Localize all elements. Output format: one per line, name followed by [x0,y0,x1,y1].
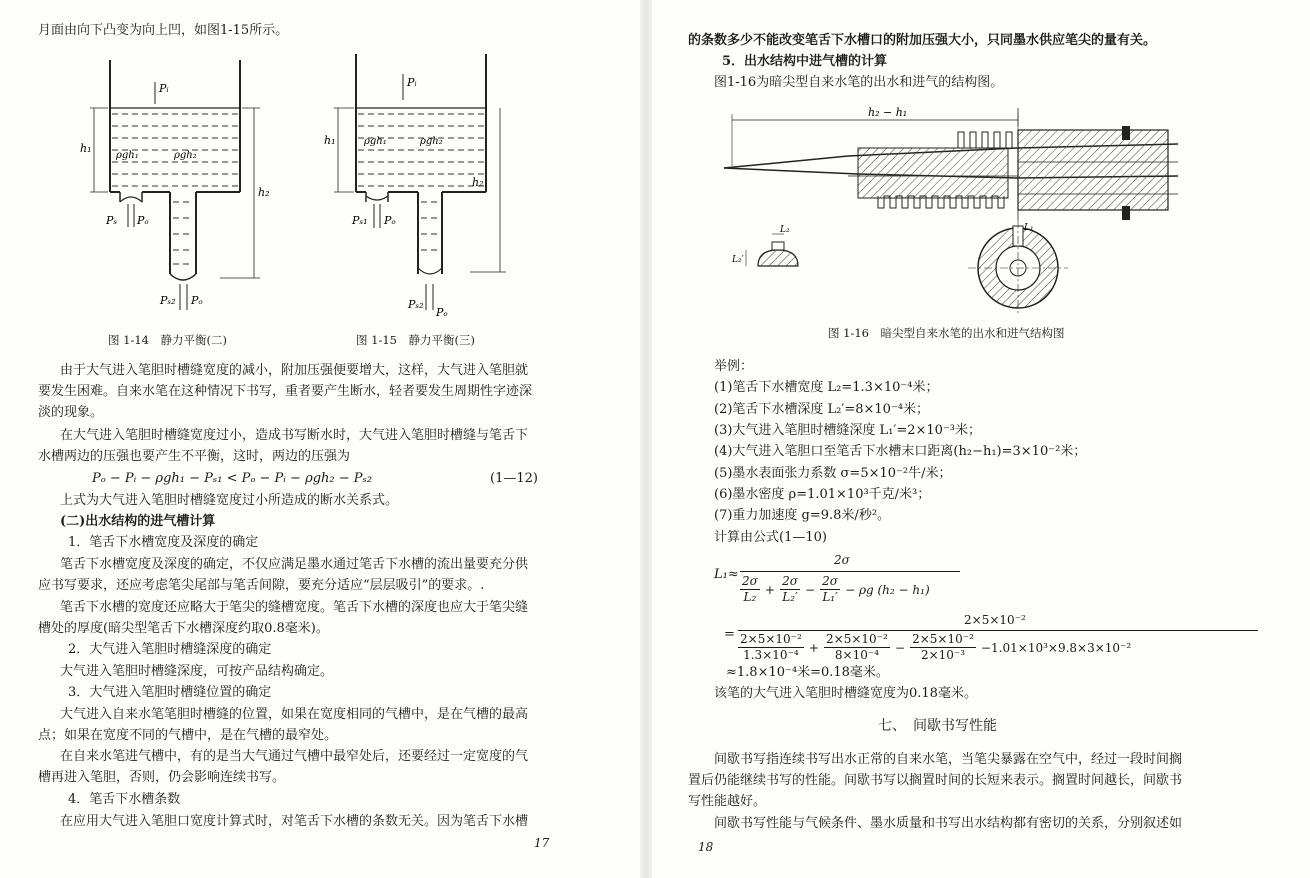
para-6: 在应用大气进入笔胆口宽度计算式时，对笔舌下水槽的条数无关。因为笔舌下水槽 [60,814,529,829]
fig14-label-ps2: Pₛ₂ [160,294,176,307]
fig14-label-ps: Pₛ [106,214,118,227]
eq1-t1d: L₂ [743,590,757,604]
eq1-t3n: 2σ [822,574,838,588]
eq1-t1n: 2σ [742,574,758,588]
heading-5: 5．出水结构中进气槽的计算 [722,54,888,69]
figure-1-14-drawing [70,52,290,322]
fig14-caption: 图 1-14 静力平衡(二) [108,333,227,347]
page-number-left: 17 [534,836,550,850]
example-6: (6)墨水密度 ρ=1.01×10³千克/米³； [714,487,931,502]
eq2-denominator: $\frac{\text{2×5×10⁻²}}{\text{1.3×10⁻⁴}}$ + $\frac{\text{2×5×10⁻²}}{\text{8×10⁻⁴}}$ − $\frac{\text{2×5×10⁻²}}{\text{2×10⁻³}}$ −1.01×10³×9.8×3×10⁻² [740,632,1132,662]
fig15-label-po: Pₒ [384,214,396,227]
figure-1-15-drawing [310,52,510,322]
para-5-line-2: 槽再进入笔胆，否则，仍会影响连续书写。 [38,770,286,785]
fig16-dim-label: h₂ − h₁ [868,106,908,119]
para-3: 大气进入笔胆时槽缝深度，可按产品结构确定。 [60,664,334,679]
eq2-t2n: 2×5×10⁻² [826,632,888,646]
fig14-label-pgh1: ρgh₁ [116,150,139,161]
figure-1-14 [70,52,290,322]
example-4: (4)大气进入笔胆口至笔舌下水槽末口距离(h₂−h₁)=3×10⁻²米； [714,444,1087,459]
fig15-label-pgh1: ρgh₁ [364,136,387,147]
fig14-label-pi: Pᵢ [159,82,169,95]
fig15-label-po2: Pₒ [436,306,448,319]
para-1-line-2: 应书写要求，还应考虑笔尖尾部与笔舌间隙，要充分适应“层层吸引”的要求。. [38,578,485,593]
para-2-line-2: 槽处的厚度(暗尖型笔舌下水槽深度约取0.8毫米)。 [38,621,329,636]
para-7-line-1: 间歇书写指连续书写出水正常的自来水笔，当笔尖暴露在空气中，经过一段时间搁 [714,752,1183,767]
result-line: ≈1.8×10⁻⁴米=0.18毫米。 [726,665,889,680]
left-top-line: 月面由向下凸变为向上凹，如图1-15所示。 [38,23,289,38]
para-4-line-1: 大气进入自来水笔笔胆时槽缝的位置，如果在宽度相同的气槽中，是在气槽的最高 [60,707,529,722]
eq2-t3d: 2×10⁻³ [920,648,966,662]
fig14-label-po2: Pₒ [191,294,203,307]
left-line-5: 水槽两边的压强也要产生不平衡，这时，两边的压强为 [38,449,351,464]
left-line-1: 由于大气进入笔胆时槽缝宽度的减小，附加压强便要增大，这样，大气进入笔胆就 [60,363,529,378]
formula-number: (1—12) [490,471,538,486]
para-4-line-2: 点；如果在宽度不同的气槽中，是在气槽的最窄处。 [38,728,338,743]
formula-1-12: Pₒ − Pᵢ − ρgh₁ − Pₛ₁ < Pₒ − Pᵢ − ρgh₂ − Pₛ₂ [92,471,373,486]
eq2-lhs: = [724,627,735,642]
fig14-label-po: Pₒ [137,214,149,227]
eq1-denominator: $\frac{2\sigma}{\text{L₂}}$ + $\frac{2\sigma}{\text{L₂′}}$ − $\frac{2\sigma}{\text{L₁′}}$ − ρg (h₂ − h₁) [742,574,930,604]
fig16-intro: 图1-16为暗尖型自来水笔的出水和进气的结构图。 [714,75,1004,90]
eq2-tail: −1.01×10³×9.8×3×10⁻² [980,641,1132,655]
para-7-line-3: 写性能越好。 [688,794,767,809]
eq1-main-bar [740,571,960,572]
example-3: (3)大气进入笔胆时槽缝深度 L₁′=2×10⁻³米； [714,423,982,438]
fig15-label-ps2: Pₛ₂ [408,298,424,311]
section-7-heading: 七、 间歇书写性能 [878,718,997,734]
fig16-caption: 图 1-16 暗尖型自来水笔的出水和进气结构图 [828,326,1065,340]
figure-1-15 [310,52,510,322]
fig16-label-l2p: L₂′ [732,255,744,265]
eq1-t3d: L₁′ [822,590,838,604]
left-line-3: 淡的现象。 [38,405,104,420]
after-formula: 上式为大气进入笔胆时槽缝宽度过小所造成的断水关系式。 [60,493,399,508]
right-top-line: 的条数多少不能改变笔舌下水槽口的附加压强大小，只同墨水供应笔尖的量有关。 [688,33,1157,48]
eq2-t1d: 1.3×10⁻⁴ [743,648,799,662]
page-number-right: 18 [698,840,714,854]
sub-heading-3: 3．大气进入笔胆时槽缝位置的确定 [68,685,272,700]
eq1-t2d: L₂′ [782,590,798,604]
fig15-label-h2: h₂ [472,176,484,189]
eq1-numerator: 2σ [834,553,850,567]
example-2: (2)笔舌下水槽深度 L₂′=8×10⁻⁴米； [714,402,930,417]
equation-2 [714,612,1274,668]
eq2-t2d: 8×10⁻⁴ [834,648,879,662]
para-8: 间歇书写性能与气候条件、墨水质量和书写出水结构都有密切的关系，分别叙述如 [714,816,1183,831]
para-2-line-1: 笔舌下水槽的宽度还应略大于笔尖的缝槽宽度。笔舌下水槽的深度也应大于笔尖缝 [60,600,529,615]
calc-intro: 计算由公式(1—10) [714,530,827,545]
right-page [652,0,1310,878]
fig14-label-pgh2: ρgh₂ [174,150,197,161]
sub-heading-2: 2．大气进入笔胆时槽缝深度的确定 [68,642,272,657]
equation-1 [714,550,994,610]
para-7-line-2: 置后仍能继续书写的性能。间歇书写以搁置时间的长短来表示。搁置时间越长，间歇书 [688,773,1183,788]
figure-1-16-drawing [718,96,1198,320]
eq1-lhs: L₁≈ [714,567,739,582]
sub-heading-1: 1．笔舌下水槽宽度及深度的确定 [68,535,259,550]
eq1-t2n: 2σ [782,574,798,588]
fig15-label-ps: Pₛ₁ [352,214,368,227]
fig14-label-h1: h₁ [80,142,92,155]
example-7: (7)重力加速度 g=9.8米/秒²。 [714,508,891,523]
fig15-label-pgh2: ρgh₂ [420,136,443,147]
eq1-tail: − ρg (h₂ − h₁) [845,583,930,597]
para-5-line-1: 在自来水笔进气槽中，有的是当大气通过气槽中最窄处后，还要经过一定宽度的气 [60,749,529,764]
left-line-2: 要发生困难。自来水笔在这种情况下书写，重者要产生断水，轻者要发生周期性字迹深 [38,384,533,399]
book-gutter [640,0,652,878]
eq2-main-bar [738,630,1258,631]
example-title: 举例： [714,359,754,374]
left-page [0,0,640,878]
fig15-label-h1: h₁ [324,134,336,147]
section-heading-2: (二)出水结构的进气槽计算 [60,514,216,529]
fig16-label-l1: L₁ [1024,223,1034,233]
sub-heading-4: 4．笔舌下水槽条数 [68,792,181,807]
example-1: (1)笔舌下水槽宽度 L₂=1.3×10⁻⁴米； [714,380,939,395]
fig16-label-l2: L₂ [780,225,790,235]
example-5: (5)墨水表面张力系数 σ=5×10⁻²牛/米； [714,466,952,481]
eq2-t3n: 2×5×10⁻² [912,632,974,646]
fig14-label-h2: h₂ [258,186,270,199]
eq2-numerator: 2×5×10⁻² [964,613,1026,627]
conclusion-line: 该笔的大气进入笔胆时槽缝宽度为0.18毫米。 [714,686,977,701]
eq2-t1n: 2×5×10⁻² [740,632,802,646]
para-1-line-1: 笔舌下水槽宽度及深度的确定，不仅应满足墨水通过笔舌下水槽的流出量要充分供 [60,557,529,572]
figure-1-16 [718,96,1198,320]
fig15-label-pi: Pᵢ [407,76,417,89]
left-line-4: 在大气进入笔胆时槽缝宽度过小，造成书写断水时，大气进入笔胆时槽缝与笔舌下 [60,428,529,443]
fig15-caption: 图 1-15 静力平衡(三) [356,333,475,347]
